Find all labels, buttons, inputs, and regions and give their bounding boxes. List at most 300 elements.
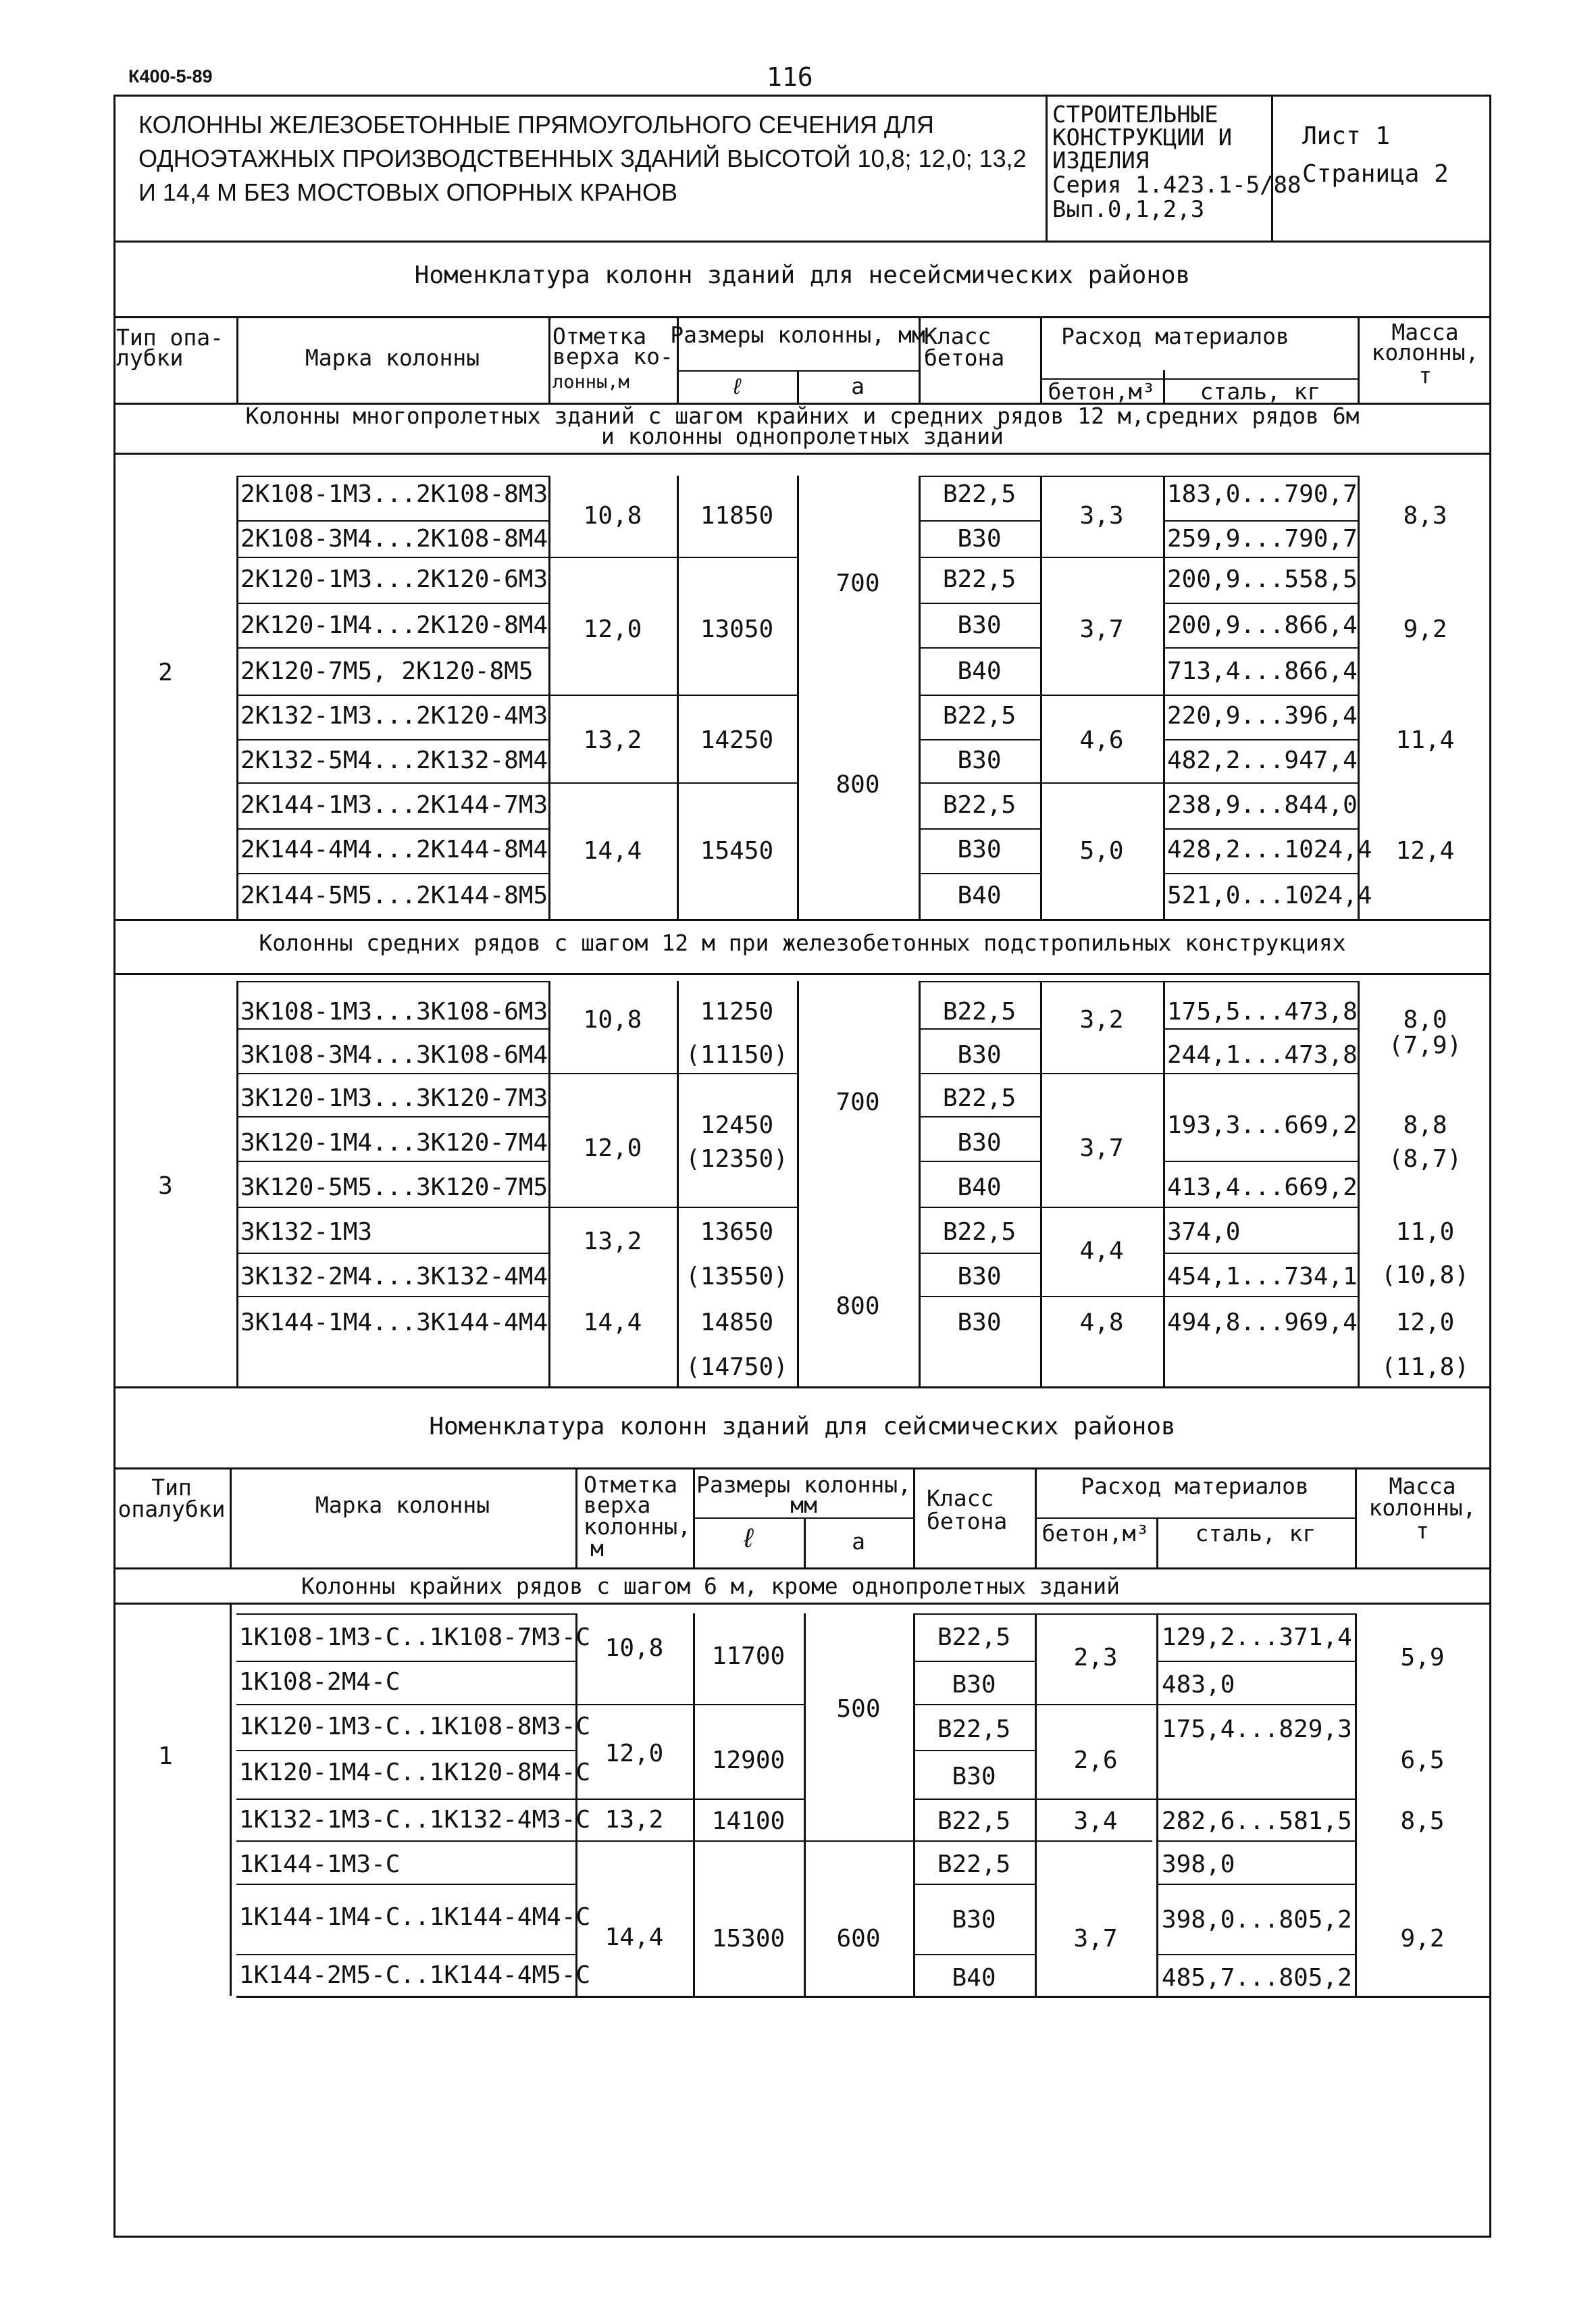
grid-line	[236, 1704, 804, 1705]
grid-line	[1040, 476, 1042, 919]
col-class-header: Класс	[924, 323, 992, 349]
col-mass-header: Масса	[1391, 319, 1459, 345]
formwork-type: 3	[158, 1172, 173, 1200]
concrete-volume: 5,0	[1079, 837, 1124, 865]
grid-line	[236, 476, 548, 477]
grid-line	[1163, 476, 1165, 919]
col-dims-header: мм	[790, 1492, 817, 1518]
grid-line	[919, 1028, 1040, 1030]
concrete-volume: 2,3	[1073, 1644, 1118, 1671]
grid-line	[236, 1207, 797, 1208]
column-mark: 3К132-1М3	[240, 1218, 373, 1246]
grid-line	[804, 1517, 806, 1567]
concrete-class: В30	[952, 1906, 996, 1934]
group-caption: Колонны многопролетных зданий с шагом крайних и средних рядов 12 м,средних рядов 6м	[245, 403, 1360, 429]
grid-line	[236, 603, 548, 604]
grid-line	[919, 981, 921, 1386]
concrete-class: В22,5	[942, 998, 1016, 1026]
title-bottom-line	[113, 241, 1491, 243]
column-mark: 2К120-7М5, 2К120-8М5	[240, 657, 534, 685]
concrete-class: В22,5	[937, 1715, 1011, 1743]
grid-line	[919, 873, 1040, 874]
grid-line	[1156, 1954, 1355, 1955]
width-a: 700	[835, 570, 880, 597]
col-mass-header: Масса	[1389, 1473, 1456, 1499]
group-caption: Колонны крайних рядов с шагом 6 м, кроме однопролетных зданий	[301, 1573, 1120, 1599]
grid-line	[913, 1954, 1035, 1955]
column-mass: 12,0	[1395, 1309, 1455, 1336]
grid-line	[236, 1954, 575, 1955]
grid-line	[797, 370, 799, 403]
grid-line	[236, 828, 548, 830]
grid-line	[113, 1603, 1491, 1605]
column-mass: 11,4	[1395, 726, 1455, 754]
grid-line	[236, 1884, 575, 1885]
column-mark: 3К120-1М4...3К120-7М4	[240, 1129, 548, 1157]
concrete-class: В22,5	[942, 1218, 1016, 1246]
grid-line	[113, 1386, 1491, 1388]
grid-line	[548, 316, 550, 403]
grid-line	[913, 1613, 915, 1996]
grid-line	[919, 782, 1358, 784]
grid-line	[913, 1799, 1355, 1800]
grid-line	[919, 828, 1040, 830]
length-l: (14750)	[686, 1353, 788, 1381]
top-elevation: 14,4	[583, 837, 642, 865]
grid-line	[236, 476, 238, 919]
top-elevation: 14,4	[583, 1309, 642, 1336]
concrete-volume: 3,4	[1073, 1807, 1118, 1835]
column-mark: 3К132-2М4...3К132-4М4	[240, 1263, 548, 1290]
grid-line	[236, 1028, 548, 1030]
column-mark: 3К144-1М4...3К144-4М4	[240, 1309, 548, 1336]
grid-line	[919, 1253, 1040, 1254]
grid-line	[113, 453, 1491, 455]
length-l: 12900	[711, 1746, 786, 1774]
steel-range: 483,0	[1162, 1671, 1235, 1699]
grid-line	[236, 1253, 548, 1254]
steel-range: 713,4...866,4	[1167, 657, 1358, 685]
top-elevation: 10,8	[583, 1006, 642, 1034]
steel-range: 398,0...805,2	[1162, 1906, 1352, 1934]
top-elevation: 13,2	[583, 726, 642, 754]
col-class-header: бетона	[924, 345, 1005, 371]
grid-line	[575, 1467, 577, 1567]
column-mass: 5,9	[1400, 1644, 1445, 1671]
grid-line	[1156, 1661, 1355, 1662]
grid-line	[575, 1613, 577, 1996]
top-elevation: 13,2	[604, 1806, 664, 1834]
col-dims-header: Размеры колонны,	[696, 1472, 911, 1498]
concrete-class: В40	[957, 657, 1002, 685]
grid-line	[919, 1207, 1358, 1208]
column-mark: 2К132-5М4...2К132-8М4	[240, 747, 548, 774]
length-l: 11250	[700, 998, 774, 1026]
grid-line	[236, 1996, 1491, 1998]
length-l: 11850	[700, 502, 774, 530]
width-a: 800	[835, 771, 880, 799]
grid-line	[1163, 603, 1358, 604]
grid-line	[236, 557, 797, 558]
grid-line	[919, 603, 1040, 604]
section2-title: Номенклатура колонн зданий для сейсмических районов	[429, 1413, 1176, 1440]
length-l: 13050	[700, 615, 774, 643]
col-mass-header: колонны,	[1368, 1494, 1476, 1521]
grid-line	[913, 1884, 1035, 1885]
column-mark: 1К120-1М4-С..1К120-8М4-С	[239, 1759, 591, 1786]
length-l: 13650	[700, 1218, 774, 1246]
concrete-class: В22,5	[942, 791, 1016, 819]
col-consumption-header: Расход материалов	[1081, 1473, 1309, 1499]
column-mass: (7,9)	[1388, 1032, 1462, 1059]
concrete-class: В30	[957, 836, 1002, 863]
concrete-class: В30	[957, 611, 1002, 639]
steel-range: 200,9...558,5	[1167, 565, 1358, 593]
col-dims-header: Размеры колонны, мм	[670, 322, 925, 348]
concrete-volume: 4,6	[1079, 726, 1124, 754]
series-line: СТРОИТЕЛЬНЫЕ	[1052, 101, 1218, 128]
concrete-class: В40	[952, 1964, 996, 1992]
width-a: 600	[836, 1925, 881, 1953]
grid-line	[236, 981, 548, 982]
page-number: 116	[767, 62, 813, 92]
steel-range: 259,9...790,7	[1167, 525, 1358, 553]
column-mark: 1К144-1М4-С..1К144-4М4-С	[239, 1903, 591, 1931]
concrete-volume: 3,7	[1079, 615, 1124, 643]
col-l-header: ℓ	[733, 374, 741, 399]
column-mark: 3К120-1М3...3К120-7М3	[240, 1084, 548, 1112]
col-mark-header: Марка колонны	[305, 345, 480, 371]
top-elevation: 12,0	[604, 1740, 664, 1767]
column-mark: 2К144-5М5...2К144-8М5	[240, 882, 548, 909]
concrete-class: В40	[957, 882, 1002, 909]
title-divider	[1046, 95, 1048, 241]
col-class-header: бетона	[927, 1508, 1008, 1534]
grid-line	[919, 1296, 1358, 1297]
top-elevation: 12,0	[583, 1134, 642, 1162]
column-mass: 12,4	[1395, 837, 1455, 865]
col-steel-header: сталь, кг	[1195, 1520, 1316, 1546]
length-l: 12450	[700, 1111, 774, 1139]
grid-line	[804, 1613, 806, 1996]
steel-range: 428,2...1024,4	[1167, 836, 1372, 863]
group-caption: Колонны средних рядов с шагом 12 м при железобетонных подстропильных конструкциях	[259, 930, 1346, 956]
col-concrete-header: бетон,м³	[1041, 1520, 1150, 1546]
column-mark: 2К144-4М4...2К144-8М4	[240, 836, 548, 863]
concrete-class: В22,5	[942, 1084, 1016, 1112]
steel-range: 238,9...844,0	[1167, 791, 1358, 819]
grid-line	[1040, 316, 1042, 403]
grid-line	[113, 973, 1491, 975]
steel-range: 413,4...669,2	[1167, 1174, 1358, 1201]
column-mark: 2К108-3М4...2К108-8М4	[240, 525, 548, 553]
concrete-volume: 4,4	[1079, 1237, 1124, 1265]
grid-line	[919, 739, 1040, 740]
col-top-header: Отметка	[584, 1472, 678, 1498]
grid-line	[113, 919, 1491, 921]
column-mass: (8,7)	[1388, 1145, 1462, 1173]
grid-line	[919, 476, 921, 919]
width-a: 700	[835, 1088, 880, 1116]
concrete-class: В22,5	[942, 480, 1016, 508]
concrete-class: В30	[957, 747, 1002, 774]
length-l: (13550)	[686, 1263, 788, 1290]
length-l: 15450	[700, 837, 774, 865]
top-elevation: 13,2	[583, 1228, 642, 1255]
column-mark: 2К120-1М3...2К120-6М3	[240, 565, 548, 593]
top-elevation: 14,4	[604, 1923, 664, 1951]
grid-line	[236, 782, 797, 784]
grid-line	[548, 981, 550, 1386]
grid-line	[1156, 1613, 1158, 1996]
grid-line	[677, 370, 919, 372]
steel-range: 485,7...805,2	[1162, 1964, 1352, 1992]
grid-line	[1355, 1613, 1357, 1996]
series-line: Вып.0,1,2,3	[1052, 196, 1205, 223]
col-type-header: лубки	[116, 345, 184, 371]
grid-line	[919, 1161, 1040, 1162]
grid-line	[913, 1613, 1355, 1615]
col-class-header: Класс	[927, 1485, 994, 1511]
col-top-header: верха	[584, 1492, 651, 1518]
column-mass: 8,8	[1403, 1111, 1447, 1139]
grid-line	[1163, 520, 1358, 522]
grid-line	[236, 1073, 797, 1074]
column-mark: 1К108-1М3-С..1К108-7М3-С	[239, 1624, 591, 1651]
column-mark: 3К120-5М5...3К120-7М5	[240, 1174, 548, 1201]
grid-line	[913, 1750, 1035, 1751]
top-elevation: 12,0	[583, 615, 642, 643]
steel-range: 200,9...866,4	[1167, 611, 1358, 639]
top-elevation: 10,8	[583, 502, 642, 530]
concrete-class: В22,5	[942, 565, 1016, 593]
section1-title: Номенклатура колонн зданий для несейсмических районов	[414, 261, 1191, 289]
col-top-header: колонны,	[584, 1513, 691, 1540]
grid-line	[919, 557, 1358, 558]
grid-line	[236, 1750, 575, 1751]
steel-range: 220,9...396,4	[1167, 702, 1358, 730]
column-mass: 11,0	[1395, 1218, 1455, 1246]
grid-line	[1163, 647, 1358, 649]
grid-line	[113, 1467, 1491, 1469]
grid-line	[230, 1467, 232, 1567]
grid-line	[236, 981, 238, 1386]
grid-line	[236, 520, 548, 522]
column-mass: (11,8)	[1381, 1353, 1470, 1381]
concrete-class: В22,5	[937, 1807, 1011, 1835]
concrete-class: В30	[957, 1129, 1002, 1157]
column-mass: 8,5	[1400, 1807, 1445, 1835]
series-line: Серия 1.423.1-5/88	[1052, 172, 1302, 199]
col-top-header: Отметка	[552, 323, 647, 349]
steel-range: 398,0	[1162, 1851, 1235, 1878]
grid-line	[236, 873, 548, 874]
steel-range: 454,1...734,1	[1167, 1263, 1358, 1290]
grid-line	[1355, 1467, 1357, 1567]
grid-line	[236, 695, 797, 696]
series-line: КОНСТРУКЦИИ И	[1052, 124, 1233, 151]
grid-line	[1163, 873, 1358, 874]
grid-line	[1156, 1517, 1158, 1567]
grid-line	[677, 981, 679, 1386]
concrete-class: В22,5	[942, 702, 1016, 730]
col-mark-header: Марка колонны	[315, 1492, 490, 1518]
concrete-class: В30	[952, 1763, 996, 1790]
grid-line	[919, 520, 1040, 522]
grid-line	[236, 1296, 548, 1297]
formwork-type: 2	[158, 659, 173, 686]
concrete-volume: 3,2	[1079, 1006, 1124, 1034]
grid-line	[236, 647, 548, 649]
column-mark: 1К144-1М3-С	[239, 1851, 401, 1878]
steel-range: 175,4...829,3	[1162, 1715, 1352, 1743]
concrete-class: В40	[957, 1174, 1002, 1201]
concrete-class: В22,5	[937, 1624, 1011, 1651]
column-mark: 1К108-2М4-С	[239, 1668, 401, 1696]
length-l: 14250	[700, 726, 774, 754]
grid-line	[1163, 828, 1358, 830]
concrete-class: В30	[957, 525, 1002, 553]
length-l: 11700	[711, 1642, 786, 1670]
grid-line	[1163, 370, 1165, 403]
col-top-header: м	[590, 1535, 604, 1561]
document-code: К400-5-89	[128, 66, 213, 86]
page-label: Страница 2	[1302, 160, 1449, 188]
column-mass: 6,5	[1400, 1746, 1445, 1774]
grid-line	[236, 1661, 575, 1662]
title-divider	[1271, 95, 1273, 241]
col-top-header: лонны,м	[552, 372, 629, 393]
steel-range: 494,8...969,4	[1167, 1309, 1358, 1336]
grid-line	[913, 1661, 1035, 1662]
col-a-header: а	[852, 1528, 865, 1555]
grid-line	[913, 1467, 915, 1567]
length-l: 14850	[700, 1309, 774, 1336]
column-mark: 2К132-1М3...2К120-4М3	[240, 702, 548, 730]
grid-line	[1163, 739, 1358, 740]
col-mass-header: т	[1416, 1517, 1429, 1544]
steel-range: 282,6...581,5	[1162, 1807, 1352, 1835]
steel-range: 129,2...371,4	[1162, 1624, 1352, 1651]
column-mark: 2К144-1М3...2К144-7М3	[240, 791, 548, 819]
column-mark: 1К120-1М3-С..1К108-8М3-С	[239, 1713, 591, 1740]
grid-line	[693, 1613, 695, 1996]
column-mark: 3К108-1М3...3К108-6М3	[240, 998, 548, 1026]
grid-line	[113, 316, 1491, 318]
steel-range: 183,0...790,7	[1167, 480, 1358, 508]
grid-line	[236, 1161, 548, 1162]
concrete-class: В22,5	[937, 1851, 1011, 1878]
grid-line	[548, 476, 550, 919]
grid-line	[236, 739, 548, 740]
col-steel-header: сталь, кг	[1200, 378, 1321, 405]
col-top-header: верха ко-	[552, 343, 673, 370]
length-l: (11150)	[686, 1041, 788, 1069]
document-title: КОЛОННЫ ЖЕЛЕЗОБЕТОННЫЕ ПРЯМОУГОЛЬНОГО СЕЧЕНИЯ ДЛЯ ОДНОЭТАЖНЫХ ПРОИЗВОДСТВЕННЫХ ЗДАНИЙ ВЫСОТОЙ 10,8; 12,0; 13,2 И 14,4 М БЕЗ МОСТОВЫХ ОПОРНЫХ КРАНОВ	[138, 111, 1027, 206]
grid-line	[1163, 1161, 1358, 1162]
concrete-volume: 4,8	[1079, 1309, 1124, 1336]
length-l: 15300	[711, 1925, 786, 1953]
length-l: 14100	[711, 1807, 786, 1835]
grid-line	[919, 981, 1358, 982]
col-consumption-header: Расход материалов	[1061, 323, 1289, 349]
column-mass: 8,3	[1403, 502, 1447, 530]
concrete-class: В30	[957, 1309, 1002, 1336]
steel-range: 175,5...473,8	[1167, 998, 1358, 1026]
grid-line	[1040, 981, 1042, 1386]
grid-line	[797, 981, 799, 1386]
grid-line	[797, 476, 799, 919]
group-caption: и колонны однопролетных зданий	[600, 423, 1004, 449]
length-l: (12350)	[686, 1145, 788, 1173]
column-mark: 2К108-1М3...2К108-8М3	[240, 480, 548, 508]
grid-line	[1358, 316, 1360, 403]
column-mark: 1К144-2М5-С..1К144-4М5-С	[239, 1961, 591, 1989]
concrete-class: В30	[957, 1263, 1002, 1290]
grid-line	[919, 1073, 1358, 1074]
column-mass: 8,0	[1403, 1006, 1447, 1034]
column-mass: (10,8)	[1381, 1261, 1470, 1289]
grid-line	[1358, 981, 1360, 1386]
col-type-header: опалубки	[118, 1496, 226, 1522]
formwork-type: 1	[158, 1742, 173, 1770]
column-mark: 3К108-3М4...3К108-6М4	[240, 1041, 548, 1069]
column-mass: 9,2	[1403, 615, 1447, 643]
grid-line	[913, 1704, 1355, 1705]
width-a: 800	[835, 1292, 880, 1320]
col-type-header: Тип опа-	[116, 324, 224, 351]
col-mass-header: т	[1418, 362, 1432, 388]
concrete-volume: 3,7	[1073, 1925, 1118, 1953]
steel-range: 244,1...473,8	[1167, 1041, 1358, 1069]
width-a: 500	[836, 1695, 881, 1723]
grid-line	[236, 1840, 1152, 1842]
grid-line	[236, 316, 238, 403]
grid-line	[1035, 1613, 1037, 1996]
steel-range: 193,3...669,2	[1167, 1111, 1358, 1139]
sheet-label: Лист 1	[1302, 122, 1391, 150]
concrete-class: В30	[952, 1671, 996, 1699]
steel-range: 521,0...1024,4	[1167, 882, 1372, 909]
concrete-volume: 3,3	[1079, 502, 1124, 530]
concrete-volume: 3,7	[1079, 1134, 1124, 1162]
grid-line	[1156, 1884, 1355, 1885]
grid-line	[1156, 1840, 1355, 1842]
grid-line	[1035, 1517, 1355, 1519]
grid-line	[113, 1567, 1491, 1569]
series-line: ИЗДЕЛИЯ	[1052, 147, 1150, 174]
grid-line	[919, 1116, 1040, 1117]
grid-line	[236, 1799, 804, 1800]
col-mass-header: колонны,	[1371, 339, 1479, 366]
col-type-header: Тип	[151, 1474, 192, 1501]
grid-line	[1163, 1253, 1358, 1254]
col-a-header: а	[851, 373, 865, 399]
steel-range: 482,2...947,4	[1167, 747, 1358, 774]
grid-line	[236, 1116, 548, 1117]
grid-line	[919, 695, 1358, 696]
column-mark: 2К120-1М4...2К120-8М4	[240, 611, 548, 639]
steel-range: 374,0	[1167, 1218, 1241, 1246]
grid-line	[919, 476, 1358, 477]
concrete-class: В30	[957, 1041, 1002, 1069]
grid-line	[677, 476, 679, 919]
grid-line	[1163, 981, 1165, 1386]
concrete-volume: 2,6	[1073, 1746, 1118, 1774]
top-elevation: 10,8	[604, 1634, 664, 1662]
col-concrete-header: бетон,м³	[1048, 378, 1156, 405]
grid-line	[236, 1613, 575, 1615]
